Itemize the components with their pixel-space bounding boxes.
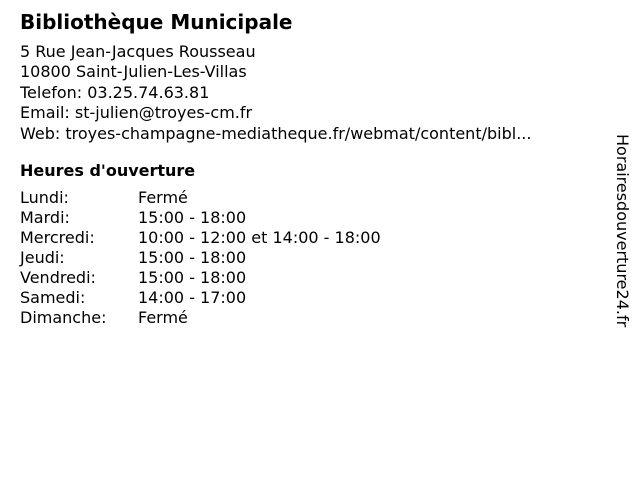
time-value: 15:00 - 18:00 xyxy=(138,248,247,268)
time-value: Fermé xyxy=(138,308,188,328)
time-value: 15:00 - 18:00 xyxy=(138,208,247,228)
address-block xyxy=(20,42,605,144)
time-value: 15:00 - 18:00 xyxy=(138,268,247,288)
day-label: Dimanche: xyxy=(20,308,107,328)
time-value: Fermé xyxy=(138,188,188,208)
hours-row-friday xyxy=(20,268,605,288)
email-address: Email: st-julien@troyes-cm.fr xyxy=(20,103,253,123)
day-label: Samedi: xyxy=(20,288,86,308)
website-link[interactable]: Web: troyes-champagne-mediatheque.fr/webmat/content/bibl... xyxy=(20,123,532,143)
time-value: 14:00 - 17:00 xyxy=(138,288,247,308)
hours-row-thursday xyxy=(20,248,605,268)
library-name: Bibliothèque Municipale xyxy=(20,10,293,34)
hours-row-tuesday xyxy=(20,208,605,228)
info-card xyxy=(20,8,605,328)
day-label: Mercredi: xyxy=(20,228,95,248)
hours-row-saturday xyxy=(20,288,605,308)
address-city: 10800 Saint-Julien-Les-Villas xyxy=(20,62,247,82)
hours-row-wednesday xyxy=(20,228,605,248)
day-label: Lundi: xyxy=(20,188,69,208)
time-value: 10:00 - 12:00 et 14:00 - 18:00 xyxy=(138,228,381,248)
phone-number: Telefon: 03.25.74.63.81 xyxy=(20,82,210,102)
day-label: Vendredi: xyxy=(20,268,96,288)
hours-row-monday xyxy=(20,188,605,208)
opening-hours-table xyxy=(20,188,605,328)
day-label: Mardi: xyxy=(20,208,70,228)
address-street: 5 Rue Jean-Jacques Rousseau xyxy=(20,42,256,61)
day-label: Jeudi: xyxy=(20,248,65,268)
opening-hours-title: Heures d'ouverture xyxy=(20,161,196,181)
hours-row-sunday xyxy=(20,308,605,328)
site-watermark: Horairesdouverture24.fr xyxy=(613,134,632,328)
